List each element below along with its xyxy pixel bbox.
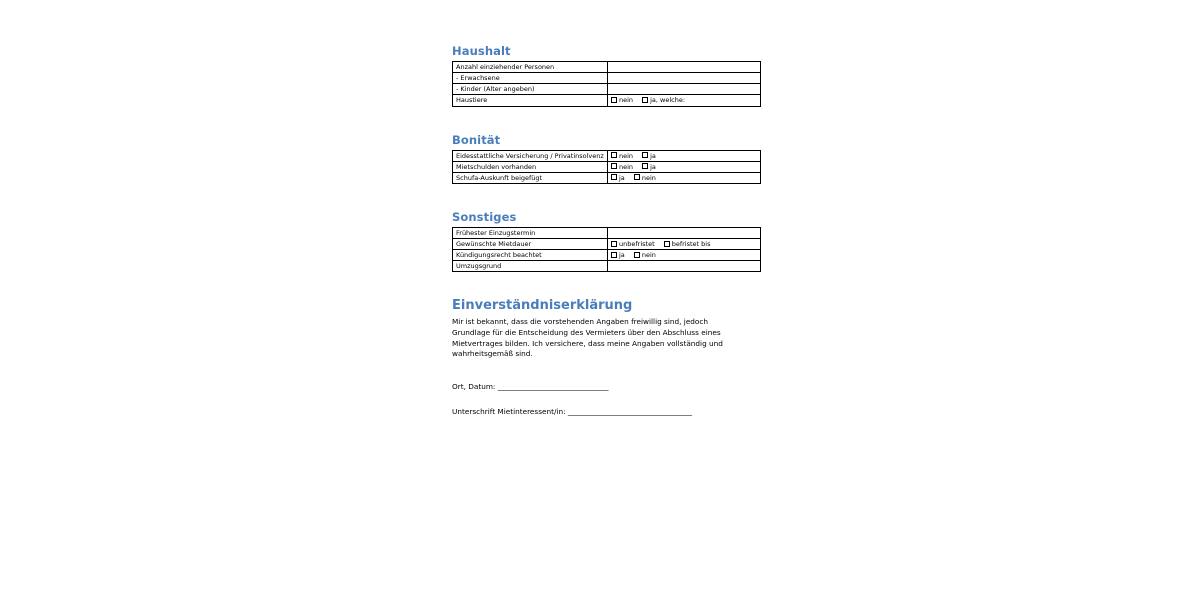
table-row bbox=[453, 62, 761, 73]
table-row bbox=[453, 161, 761, 172]
row-value-checkboxes bbox=[608, 239, 761, 250]
table-haushalt bbox=[452, 61, 761, 107]
table-row bbox=[453, 172, 761, 183]
section-einverstaendniserklaerung bbox=[452, 298, 752, 359]
table-row bbox=[453, 227, 761, 238]
checkbox-icon[interactable] bbox=[664, 241, 670, 247]
section-bonitaet bbox=[452, 133, 752, 184]
checkbox-option[interactable] bbox=[611, 240, 655, 248]
checkbox-label: nein bbox=[619, 96, 634, 105]
row-value-checkboxes bbox=[608, 172, 761, 183]
row-label: Eidesstattliche Versicherung / Privatinsolvenz bbox=[453, 150, 608, 161]
checkbox-label: ja bbox=[650, 151, 656, 160]
checkbox-icon[interactable] bbox=[611, 97, 617, 103]
signature-rule[interactable]: _____________________________________ bbox=[567, 406, 692, 416]
table-row bbox=[453, 250, 761, 261]
checkbox-option[interactable] bbox=[642, 163, 656, 171]
checkbox-option[interactable] bbox=[611, 251, 625, 259]
checkbox-icon[interactable] bbox=[642, 163, 648, 169]
row-label: Schufa-Auskunft beigefügt bbox=[453, 172, 608, 183]
date-label: Ort, Datum: bbox=[452, 381, 496, 391]
checkbox-option[interactable] bbox=[611, 96, 633, 104]
signature-line bbox=[452, 407, 752, 418]
row-value-checkboxes bbox=[608, 150, 761, 161]
table-sonstiges bbox=[452, 227, 761, 273]
checkbox-option[interactable] bbox=[642, 96, 685, 104]
checkbox-option[interactable] bbox=[634, 174, 656, 182]
checkbox-option[interactable] bbox=[634, 251, 656, 259]
checkbox-label: ja, welche: bbox=[650, 96, 686, 105]
date-rule[interactable]: _________________________________ bbox=[497, 381, 609, 391]
section-title-bonitaet: Bonität bbox=[452, 132, 501, 147]
row-label: - Kinder (Alter angeben) bbox=[453, 84, 608, 95]
date-line bbox=[452, 382, 752, 393]
table-row bbox=[453, 95, 761, 106]
row-value[interactable] bbox=[608, 73, 761, 84]
checkbox-label: nein bbox=[619, 162, 634, 171]
checkbox-icon[interactable] bbox=[611, 163, 617, 169]
checkbox-option[interactable] bbox=[611, 152, 633, 160]
table-row bbox=[453, 150, 761, 161]
section-haushalt bbox=[452, 44, 752, 107]
section-title-sonstiges: Sonstiges bbox=[452, 209, 517, 224]
checkbox-label: nein bbox=[619, 151, 634, 160]
checkbox-option[interactable] bbox=[642, 152, 656, 160]
spacer bbox=[452, 272, 752, 298]
table-row bbox=[453, 239, 761, 250]
table-row bbox=[453, 73, 761, 84]
row-value[interactable] bbox=[608, 62, 761, 73]
row-label: Umzugsgrund bbox=[453, 261, 608, 272]
row-value-checkboxes bbox=[608, 250, 761, 261]
checkbox-option[interactable] bbox=[611, 163, 633, 171]
section-title-haushalt: Haushalt bbox=[452, 44, 511, 58]
row-label: Anzahl einziehender Personen bbox=[453, 62, 608, 73]
row-value-checkboxes bbox=[608, 161, 761, 172]
declaration-body: Mir ist bekannt, dass die vorstehenden Angaben freiwillig sind, jedoch Grundlage für die Entscheidung des Vermieters über den Abschluss eines Mietvertrages bilden. Ich versichere, dass meine Angaben vollständig und wahrheitsgemäß sind. bbox=[452, 317, 723, 359]
checkbox-option[interactable] bbox=[664, 240, 711, 248]
document-page bbox=[452, 44, 752, 432]
row-label: Frühester Einzugstermin bbox=[453, 227, 608, 238]
checkbox-label: ja bbox=[619, 251, 625, 260]
checkbox-icon[interactable] bbox=[634, 174, 640, 180]
checkbox-label: befristet bis bbox=[671, 240, 711, 248]
spacer bbox=[452, 107, 752, 133]
row-label: - Erwachsene bbox=[453, 73, 608, 84]
checkbox-icon[interactable] bbox=[634, 252, 640, 258]
checkbox-label: nein bbox=[641, 251, 656, 260]
row-label: Kündigungsrecht beachtet bbox=[453, 250, 608, 261]
signature-block bbox=[452, 382, 752, 418]
row-value[interactable] bbox=[608, 84, 761, 95]
table-bonitaet bbox=[452, 150, 761, 184]
row-label: Gewünschte Mietdauer bbox=[453, 239, 608, 250]
checkbox-icon[interactable] bbox=[642, 152, 648, 158]
checkbox-label: ja bbox=[650, 162, 656, 171]
checkbox-icon[interactable] bbox=[611, 152, 617, 158]
table-row bbox=[453, 84, 761, 95]
checkbox-icon[interactable] bbox=[611, 252, 617, 258]
spacer bbox=[452, 184, 752, 210]
signature-label: Unterschrift Mietinteressent/in: bbox=[452, 406, 566, 416]
table-row bbox=[453, 261, 761, 272]
declaration-title: Einverständniserklärung bbox=[452, 298, 633, 314]
checkbox-icon[interactable] bbox=[611, 241, 617, 247]
checkbox-label: ja bbox=[619, 173, 625, 182]
row-value-checkboxes bbox=[608, 95, 761, 106]
row-label: Mietschulden vorhanden bbox=[453, 161, 608, 172]
checkbox-label: unbefristet bbox=[619, 240, 655, 248]
checkbox-icon[interactable] bbox=[611, 174, 617, 180]
checkbox-label: nein bbox=[641, 173, 656, 182]
checkbox-icon[interactable] bbox=[642, 97, 648, 103]
row-value[interactable] bbox=[608, 261, 761, 272]
section-sonstiges bbox=[452, 210, 752, 273]
checkbox-option[interactable] bbox=[611, 174, 625, 182]
row-label: Haustiere bbox=[453, 95, 608, 106]
row-value[interactable] bbox=[608, 227, 761, 238]
